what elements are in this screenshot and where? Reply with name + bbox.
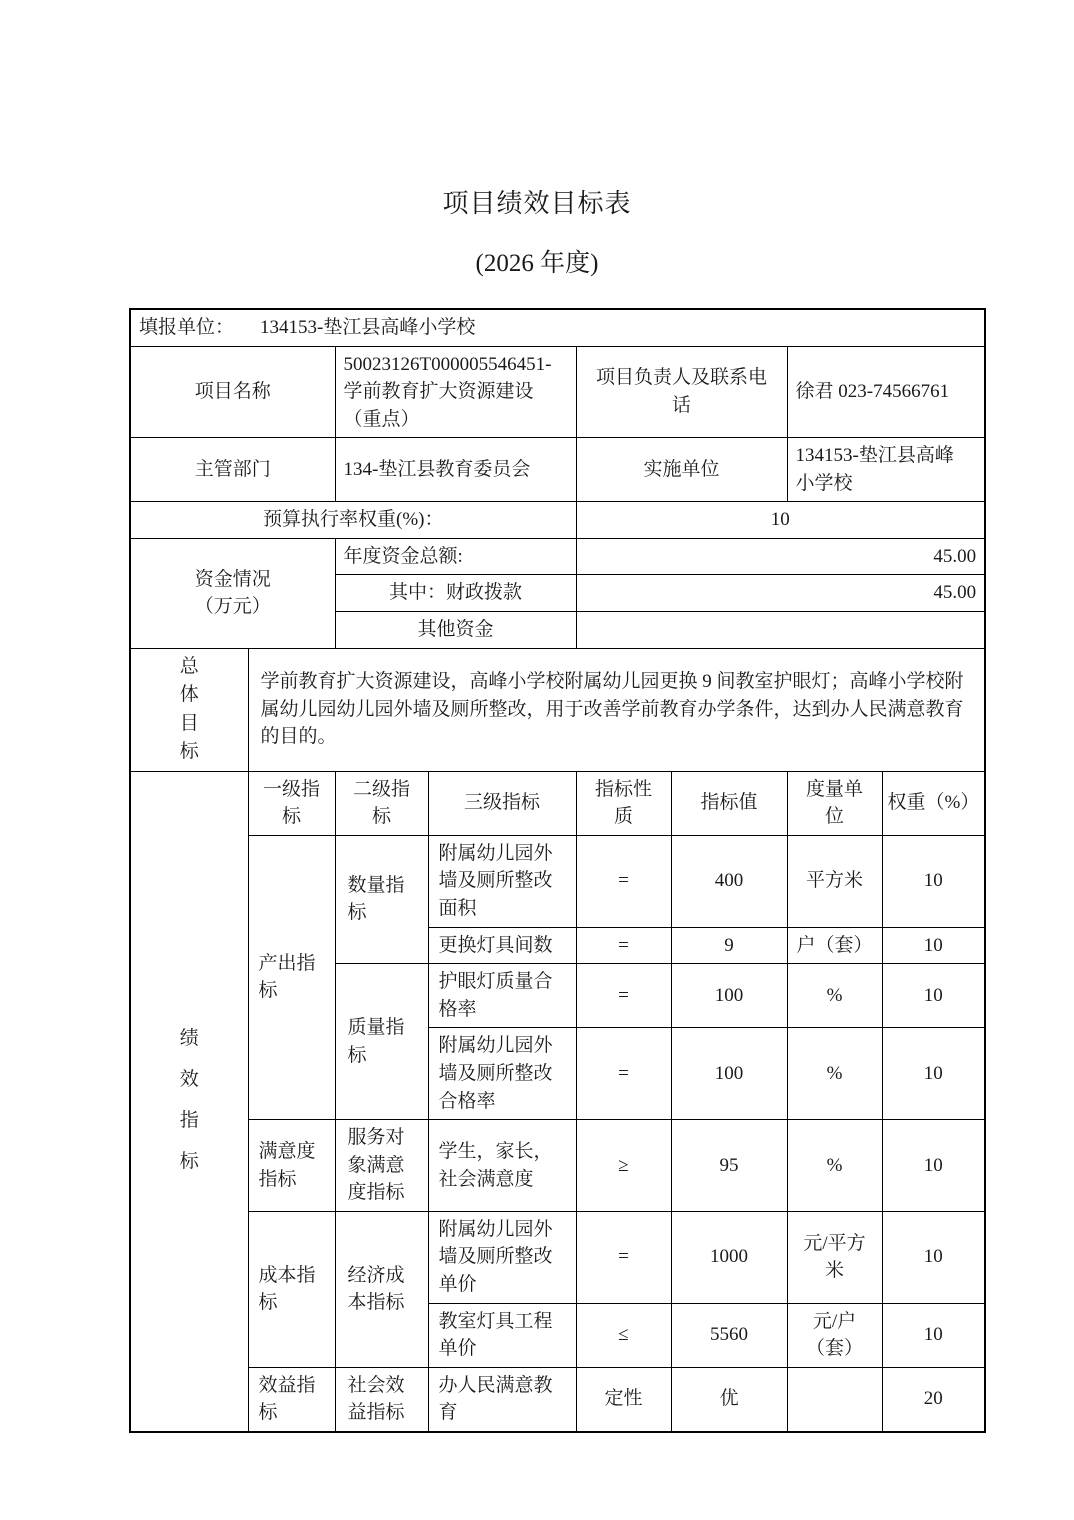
performance-target-table: [129, 308, 986, 1433]
indicator-value: 100: [671, 1028, 787, 1120]
indicator-value: 400: [671, 835, 787, 927]
indicator-level1: 满意度指标: [248, 1120, 335, 1212]
overall-goal-text: 学前教育扩大资源建设，高峰小学校附属幼儿园更换 9 间教室护眼灯；高峰小学校附属幼儿园幼儿园外墙及厕所整改，用于改善学前教育办学条件，达到办人民满意教育的目的。: [248, 648, 985, 771]
header-level2: 二级指标: [335, 771, 428, 835]
row-project-name: [130, 346, 985, 438]
indicator-nature: ≥: [576, 1120, 671, 1212]
indicator-nature: =: [576, 1211, 671, 1303]
row-budget-rate: [130, 502, 985, 539]
indicator-level3: 附属幼儿园外墙及厕所整改面积: [428, 835, 576, 927]
indicator-level2: 社会效益指标: [335, 1367, 428, 1432]
header-value: 指标值: [671, 771, 787, 835]
indicator-row: [130, 1367, 985, 1432]
indicator-value: 100: [671, 964, 787, 1028]
indicator-level3: 学生，家长，社会满意度: [428, 1120, 576, 1212]
indicator-nature: =: [576, 1028, 671, 1120]
indicator-row: [130, 835, 985, 927]
header-nature: 指标性质: [576, 771, 671, 835]
funds-total-value: 45.00: [576, 538, 985, 575]
indicator-value: 1000: [671, 1211, 787, 1303]
indicator-unit: %: [787, 1028, 882, 1120]
indicator-nature: 定性: [576, 1367, 671, 1432]
indicator-level2: 数量指标: [335, 835, 428, 964]
indicator-weight: 10: [882, 1303, 985, 1367]
indicator-weight: 10: [882, 835, 985, 927]
header-level1: 一级指标: [248, 771, 335, 835]
report-unit-cell: [130, 309, 985, 346]
indicator-unit: 户（套）: [787, 927, 882, 964]
indicator-value: 95: [671, 1120, 787, 1212]
indicators-section-label-cell: [130, 771, 248, 1432]
indicator-level3: 办人民满意教育: [428, 1367, 576, 1432]
row-overall-goal: [130, 648, 985, 771]
funds-label: [130, 538, 335, 648]
funds-label-line2: （万元）: [194, 596, 271, 618]
indicator-level3: 更换灯具间数: [428, 927, 576, 964]
header-weight: 权重（%）: [882, 771, 985, 835]
page-subtitle: (2026 年度): [475, 249, 599, 277]
indicator-row: [130, 1211, 985, 1303]
header-unit: 度量单位: [787, 771, 882, 835]
budget-rate-value: 10: [576, 502, 985, 539]
department-label: 主管部门: [130, 438, 335, 502]
indicator-level1: 成本指标: [248, 1211, 335, 1367]
indicator-nature: =: [576, 835, 671, 927]
funds-other-label: 其他资金: [335, 612, 576, 649]
project-name-value: 50023126T000005546451-学前教育扩大资源建设（重点）: [335, 346, 576, 438]
indicator-level3: 教室灯具工程单价: [428, 1303, 576, 1367]
indicator-level3: 附属幼儿园外墙及厕所整改单价: [428, 1211, 576, 1303]
indicator-unit: [787, 1367, 882, 1432]
indicator-unit: 元/平方米: [787, 1211, 882, 1303]
indicator-value: 9: [671, 927, 787, 964]
indicator-level3: 附属幼儿园外墙及厕所整改合格率: [428, 1028, 576, 1120]
indicator-level3: 护眼灯质量合格率: [428, 964, 576, 1028]
funds-total-label: 年度资金总额:: [335, 538, 576, 575]
indicator-weight: 10: [882, 1211, 985, 1303]
indicator-unit: %: [787, 1120, 882, 1212]
indicator-unit: 元/户（套）: [787, 1303, 882, 1367]
overall-goal-label: 总体目标: [179, 655, 199, 763]
indicator-level1: 产出指标: [248, 835, 335, 1120]
indicator-level2: 经济成本指标: [335, 1211, 428, 1367]
indicator-value: 优: [671, 1367, 787, 1432]
indicator-weight: 20: [882, 1367, 985, 1432]
indicator-weight: 10: [882, 1120, 985, 1212]
indicator-unit: %: [787, 964, 882, 1028]
indicator-level2: 服务对象满意度指标: [335, 1120, 428, 1212]
indicator-nature: =: [576, 964, 671, 1028]
implement-unit-label: 实施单位: [576, 438, 787, 502]
indicator-weight: 10: [882, 1028, 985, 1120]
project-name-label: 项目名称: [130, 346, 335, 438]
performance-table-wrap: [129, 308, 986, 1433]
funds-fiscal-value: 45.00: [576, 575, 985, 612]
indicator-unit: 平方米: [787, 835, 882, 927]
department-value: 134-垫江县教育委员会: [335, 438, 576, 502]
implement-unit-value: 134153-垫江县高峰小学校: [787, 438, 985, 502]
budget-rate-label: 预算执行率权重(%)：: [130, 502, 576, 539]
indicator-weight: 10: [882, 964, 985, 1028]
report-unit-label: 填报单位：: [139, 317, 235, 339]
indicator-nature: ≤: [576, 1303, 671, 1367]
indicator-nature: =: [576, 927, 671, 964]
row-indicator-header: [130, 771, 985, 835]
row-funds-total: [130, 538, 985, 575]
leader-value: 徐君 023-74566761: [787, 346, 985, 438]
overall-goal-label-cell: [130, 648, 248, 771]
leader-label: 项目负责人及联系电话: [576, 346, 787, 438]
funds-fiscal-label: 其中：财政拨款: [335, 575, 576, 612]
indicator-weight: 10: [882, 927, 985, 964]
indicators-section-label: 绩效指标: [179, 1028, 199, 1172]
indicator-level2: 质量指标: [335, 964, 428, 1120]
page-title: 项目绩效目标表: [442, 189, 632, 218]
header-level3: 三级指标: [428, 771, 576, 835]
funds-other-value: [576, 612, 985, 649]
row-department: [130, 438, 985, 502]
funds-label-line1: 资金情况: [194, 568, 271, 590]
indicator-value: 5560: [671, 1303, 787, 1367]
row-report-unit: [130, 309, 985, 346]
indicator-row: [130, 1120, 985, 1212]
indicator-level1: 效益指标: [248, 1367, 335, 1432]
report-unit-value: 134153-垫江县高峰小学校: [260, 317, 476, 339]
